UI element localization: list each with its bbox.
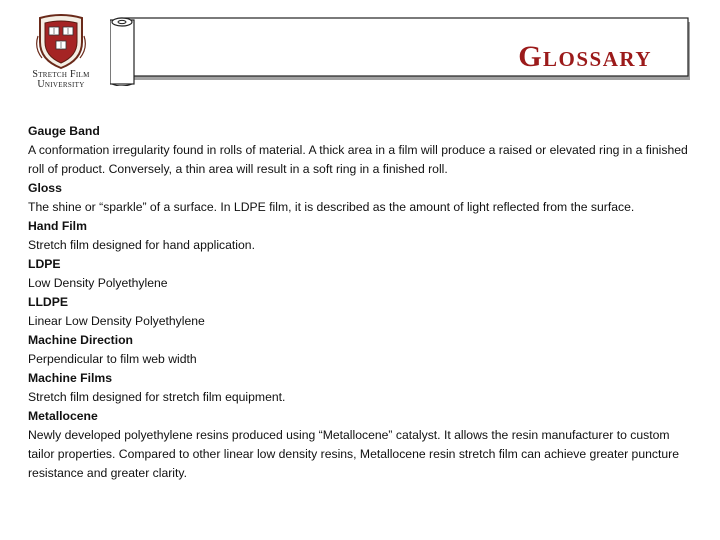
glossary-definition: A conformation irregularity found in rolls of material. A thick area in a film will produce a raised or elevated ring in a finished roll of product. Conversely, a thin area will result in a soft ring in a finished roll. bbox=[28, 143, 688, 176]
glossary-definition: Perpendicular to film web width bbox=[28, 352, 197, 366]
glossary-term: LLDPE bbox=[28, 295, 68, 309]
glossary-definition: Linear Low Density Polyethylene bbox=[28, 314, 205, 328]
glossary-entry bbox=[28, 293, 698, 331]
glossary-term: Gloss bbox=[28, 181, 62, 195]
logo-text-university: University bbox=[37, 79, 85, 90]
glossary-definition: Low Density Polyethylene bbox=[28, 276, 168, 290]
glossary-entry bbox=[28, 255, 698, 293]
glossary-term: Hand Film bbox=[28, 219, 87, 233]
glossary-term: Machine Direction bbox=[28, 333, 133, 347]
glossary-list bbox=[28, 122, 698, 483]
glossary-definition: Newly developed polyethylene resins produced using “Metallocene” catalyst. It allows the resin manufacturer to custom tailor properties. Compared to other linear low density resins, Metallocene resin stretch film can achieve greater puncture resistance and greater clarity. bbox=[28, 428, 679, 480]
glossary-entry bbox=[28, 122, 698, 179]
glossary-term: Gauge Band bbox=[28, 124, 100, 138]
glossary-entry bbox=[28, 369, 698, 407]
glossary-term: Machine Films bbox=[28, 371, 112, 385]
glossary-definition: The shine or “sparkle” of a surface. In LDPE film, it is described as the amount of light reflected from the surface. bbox=[28, 200, 635, 214]
glossary-entry bbox=[28, 407, 698, 483]
university-logo bbox=[22, 14, 100, 90]
glossary-entry bbox=[28, 179, 698, 217]
title-banner bbox=[110, 16, 700, 86]
glossary-term: LDPE bbox=[28, 257, 61, 271]
glossary-entry bbox=[28, 217, 698, 255]
glossary-term: Metallocene bbox=[28, 409, 98, 423]
glossary-definition: Stretch film designed for hand application. bbox=[28, 238, 255, 252]
logo-text-stretch-film: Stretch Film bbox=[32, 69, 90, 80]
glossary-entry bbox=[28, 331, 698, 369]
page-title: Glossary bbox=[518, 40, 652, 73]
glossary-definition: Stretch film designed for stretch film equipment. bbox=[28, 390, 286, 404]
shield-crest-icon bbox=[36, 14, 86, 70]
